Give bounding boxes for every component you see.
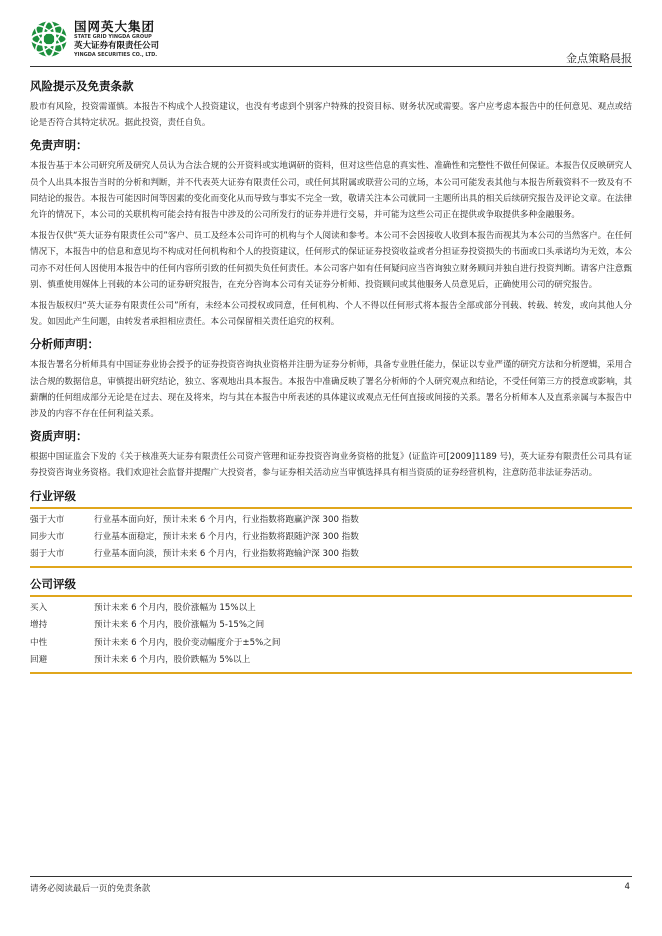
rating-row xyxy=(30,546,632,563)
state-grid-logo-icon xyxy=(30,20,68,58)
rating-desc: 行业基本面向淡，预计未来 6 个月内，行业指数将跑输沪深 300 指数 xyxy=(94,549,359,560)
disclaimer-paragraph: 本报告版权归“英大证券有限责任公司”所有，未经本公司授权或同意，任何机构、个人不得以任何形式将本报告全部或部分刊载、转载、转发，或向其他人分发。如因此产生问题，由转发者承担相应责任。本公司保留相关责任追究的权利。 xyxy=(30,301,632,328)
company-name-en: STATE GRID YINGDA GROUP xyxy=(74,34,152,40)
company-rating-list xyxy=(30,597,632,669)
industry-rating-list xyxy=(30,509,632,564)
rating-row xyxy=(30,635,632,652)
disclaimer-paragraph: 本报告基于本公司研究所及研究人员认为合法合规的公开资料或实地调研的资料，但对这些信息的真实性、准确性和完整性不做任何保证。本报告仅反映研究人员个人出具本报告当时的分析和判断，并不代表英大证券有限责任公司，或任何其附属或联营公司的立场，本公司可能发表其他与本报告所载资料不一致及有不同结论的报告。本报告可能因时间等因素的变化而变化从而导致与事实不完全一致，敬请关注本公司就同一主题所出具的相关后续研究报告及评论文章。在法律允许的情况下，本公司的关联机构可能会持有报告中涉及的公司所发行的证券并进行交易，并可能为这些公司正在提供或争取提供多种金融服务。 xyxy=(30,161,632,221)
qualification-section xyxy=(30,428,632,481)
rating-row xyxy=(30,617,632,634)
company-brand xyxy=(74,20,159,59)
rating-row xyxy=(30,529,632,546)
qualification-title: 资质声明： xyxy=(30,429,88,444)
rating-label: 弱于大市 xyxy=(30,549,65,560)
rating-label: 同步大市 xyxy=(30,531,65,542)
report-name: 金点策略晨报 xyxy=(566,52,632,65)
rating-row xyxy=(30,512,632,529)
disclaimer-paragraph: 本报告仅供“英大证券有限责任公司”客户、员工及经本公司许可的机构与个人阅读和参考。本公司不会因接收人收到本报告而视其为本公司的当然客户。在任何情况下，本报告中的信息和意见均不构成对任何机构和个人的投资建议，任何形式的保证证券投资收益或者分担证券投资损失的书面或口头承诺均为无效，本公司亦不对任何人因使用本报告中的任何内容所引致的任何损失负任何责任。本公司客户如有任何疑问应当咨询独立财务顾问并独自进行投资判断。请客户注意甄别、慎重使用媒体上刊载的本公司的证券研究报告，在充分咨询本公司有关证券分析师、投资顾问或其他服务人员意见后，正确使用公司的研究报告。 xyxy=(30,231,632,290)
industry-rating-section xyxy=(30,488,632,569)
rating-desc: 预计未来 6 个月内，股价变动幅度介于±5%之间 xyxy=(94,637,281,648)
rating-label: 中性 xyxy=(30,637,48,648)
rating-label: 增持 xyxy=(30,620,48,631)
analyst-title: 分析师声明： xyxy=(30,337,99,352)
page-number: 4 xyxy=(624,882,630,892)
main-content xyxy=(30,78,632,674)
company-name-cn: 国网英大集团 xyxy=(74,19,156,34)
rating-row xyxy=(30,600,632,617)
analyst-paragraph: 本报告署名分析师具有中国证券业协会授予的证券投资咨询执业资格并注册为证券分析师，具备专业胜任能力，保证以专业严谨的研究方法和分析逻辑，采用合法合规的数据信息，审慎提出研究结论，独立、客观地出具本报告。本报告中准确反映了署名分析师的个人研究观点和结论，不受任何第三方的授意或影响，其薪酬的任何组成部分无论是在过去、现在及将来，均与其在本报告中所表述的具体建议或观点无任何直接或间接的关系。署名分析师本人及直系亲属与本报告中涉及的内容不存在任何利益关系。 xyxy=(30,360,632,420)
rating-row xyxy=(30,652,632,669)
qualification-paragraph: 根据中国证监会下发的《关于核准英大证券有限责任公司资产管理和证券投资咨询业务资格的批复》(证监许可[2009]1189 号)，英大证券有限责任公司具有证券投资咨询业务资格。我们欢迎社会监督并提醒广大投资者，参与证券相关活动应当审慎选择具有相当资质的证券经营机构，注意防范非法证券活动。 xyxy=(30,452,632,479)
disclaimer-title: 免责声明： xyxy=(30,138,88,153)
divider xyxy=(30,672,632,674)
rating-desc: 行业基本面稳定，预计未来 6 个月内，行业指数将跟随沪深 300 指数 xyxy=(94,531,359,542)
subsidiary-name-cn: 英大证券有限责任公司 xyxy=(74,41,160,51)
rating-label: 回避 xyxy=(30,654,48,665)
rating-desc: 预计未来 6 个月内，股价涨幅为 5-15%之间 xyxy=(94,620,265,631)
company-rating-section xyxy=(30,576,632,674)
divider xyxy=(30,566,632,568)
rating-desc: 预计未来 6 个月内，股价涨幅为 15%以上 xyxy=(94,603,256,614)
disclaimer-section xyxy=(30,137,632,330)
company-rating-title: 公司评级 xyxy=(30,577,76,592)
rating-desc: 行业基本面向好，预计未来 6 个月内，行业指数将跑赢沪深 300 指数 xyxy=(94,514,359,525)
risk-paragraph: 股市有风险，投资需谨慎。本报告不构成个人投资建议，也没有考虑到个别客户特殊的投资目标、财务状况或需要。客户应考虑本报告中的任何意见、观点或结论是否符合其特定状况。据此投资，责任自负。 xyxy=(30,102,632,129)
industry-rating-title: 行业评级 xyxy=(30,488,76,503)
rating-label: 买入 xyxy=(30,603,48,614)
risk-title: 风险提示及免责条款 xyxy=(30,79,134,93)
rating-label: 强于大市 xyxy=(30,514,65,525)
rating-desc: 预计未来 6 个月内，股价跌幅为 5%以上 xyxy=(94,654,251,665)
page-header xyxy=(30,18,632,67)
subsidiary-name-en: YINGDA SECURITIES CO., LTD. xyxy=(74,52,158,58)
footer-note: 请务必阅读最后一页的免责条款 xyxy=(30,884,151,894)
page-footer xyxy=(30,876,632,894)
analyst-section xyxy=(30,336,632,422)
risk-section xyxy=(30,78,632,131)
